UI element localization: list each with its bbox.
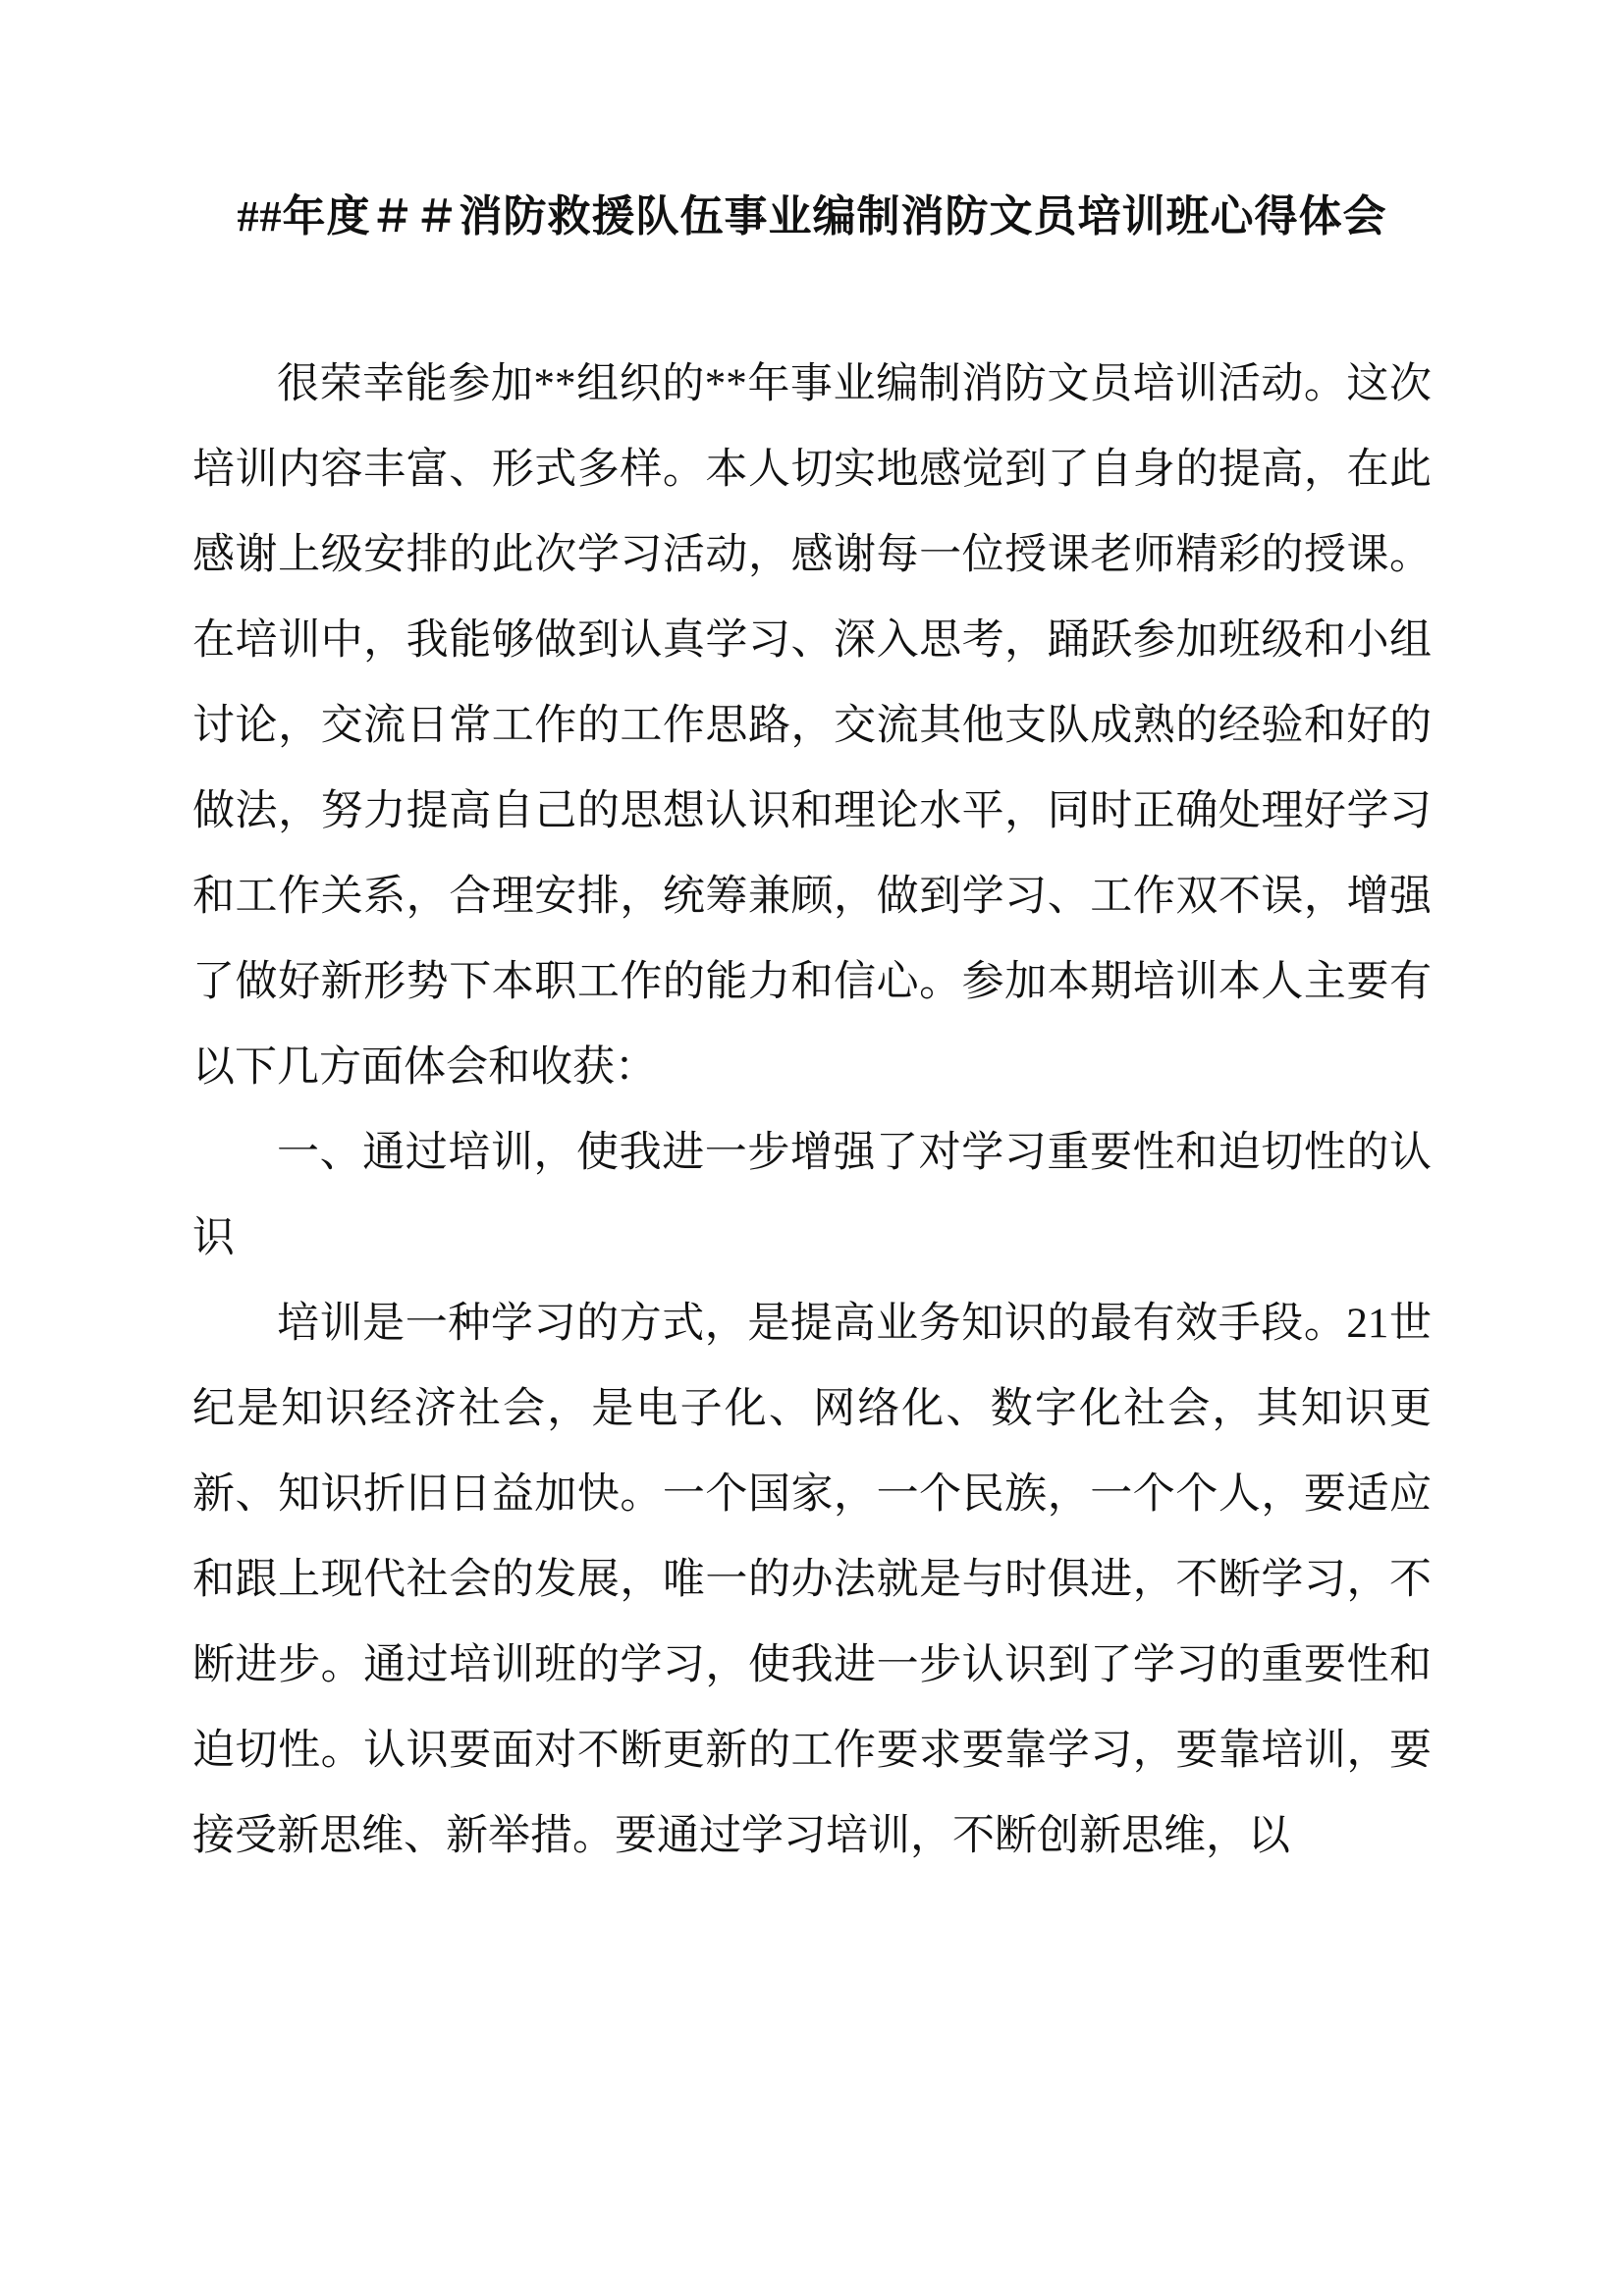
paragraph-section-heading: 一、通过培训，使我进一步增强了对学习重要性和迫切性的认识 — [192, 1129, 1432, 1261]
paragraph-intro: 很荣幸能参加**组织的**年事业编制消防文员培训活动。这次培训内容丰富、形式多样。本人切实地感觉到了自身的提高，在此感谢上级安排的此次学习活动，感谢每一位授课老师精彩的授课。在培训中，我能够做到认真学习、深入思考，踊跃参加班级和小组讨论，交流日常工作的工作思路，交流其他支队成熟的经验和好的做法，努力提高自己的思想认识和理论水平，同时正确处理好学习和工作关系，合理安排，统筹兼顾，做到学习、工作双不误，增强了做好新形势下本职工作的能力和信心。参加本期培训本人主要有以下几方面体会和收获： — [192, 360, 1432, 1091]
paragraph-section-body: 培训是一种学习的方式，是提高业务知识的最有效手段。21世纪是知识经济社会，是电子化、网络化、数字化社会，其知识更新、知识折旧日益加快。一个国家，一个民族，一个个人，要适应和跟上现代社会的发展，唯一的办法就是与时俱进，不断学习，不断进步。通过培训班的学习，使我进一步认识到了学习的重要性和迫切性。认识要面对不断更新的工作要求要靠学习，要靠培训，要接受新思维、新举措。要通过学习培训，不断创新思维，以 — [192, 1300, 1432, 1859]
document-title: ##年度＃＃消防救援队伍事业编制消防文员培训班心得体会 — [237, 192, 1387, 240]
